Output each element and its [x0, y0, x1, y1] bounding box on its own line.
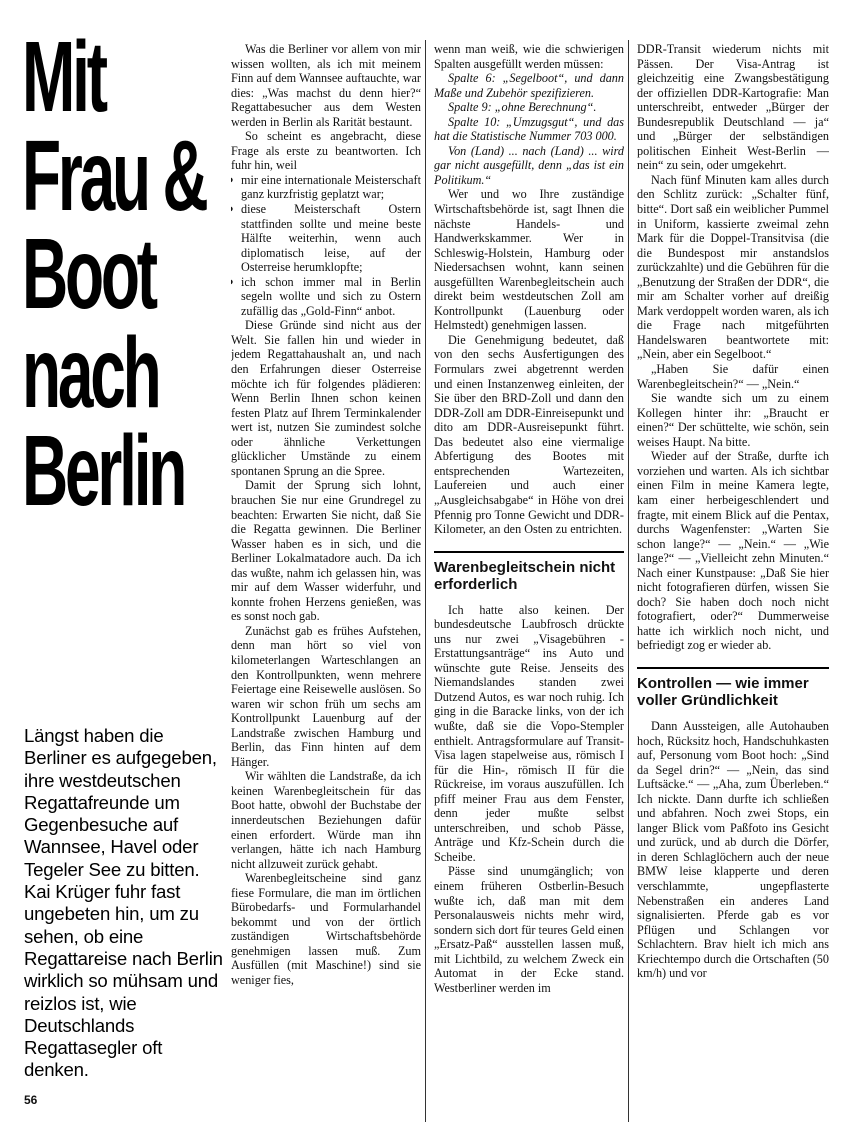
paragraph: Was die Berliner vor allem von mir wissen wollten, als ich mit meinem Finn auf dem Wannsee auftauchte, war dies: „Was machst du denn hier?“ Regattabesucher aus dem Westen werden in Berlin als Rarität bestaunt. — [231, 42, 421, 129]
headline-line: Boot — [22, 218, 155, 330]
column-divider — [425, 40, 426, 1122]
paragraph: Von (Land) ... nach (Land) ... wird gar nicht ausgefüllt, denn „das ist ein Politikum.“ — [434, 143, 624, 187]
article-teaser: Längst haben die Berliner es aufgegeben, ihre westdeutschen Regattafreunde um Gegenbesuche auf Wannsee, Havel oder Tegeler See zu bitten. Kai Krüger fuhr fast ungebeten hin, um zu sehen, ob eine Regattareise nach Berlin wirklich so mühsam und reizlos ist, wie Deutschlands Regattasegler oft denken. — [24, 725, 223, 1081]
paragraph: Warenbegleitscheine sind ganz fiese Formulare, die man im örtlichen Bürobedarfs- und Formularhandel bekommt und von der örtlich zuständigen Wirtschaftsbehörde genehmigen lassen muß. Zum Ausfüllen (mit Maschine!) sind sie weniger fies, — [231, 871, 421, 987]
paragraph: Wer und wo Ihre zuständige Wirtschaftsbehörde ist, sagt Ihnen die nächste Handels- und Handwerkskammer. Wer in Schleswig-Holstein, Hamburg oder Niedersachsen wohnt, kann seinen ausgefüllten Warenbegleitschein auch direkt beim westdeutschen Zoll am Kontrollpunkt (Lauenburg oder Helmstedt) genehmigen lassen. — [434, 187, 624, 333]
paragraph: Dann Aussteigen, alle Autohauben hoch, Rücksitz hoch, Handschuhkasten auf, Personung vom Boot hoch: „Sind da Segel drin?“ — „Nein, das sind Luftsäcke.“ — „Aha, zum Überleben.“ Ich nickte. Dann durfte ich schließen und abfahren. Noch zwei Stops, ein langer Blick vom Paßfoto ins Gesicht und zurück, und ab durch die Dörfer, in deren Schlaglöchern auch der neue BMW leise klapperte und deren verschlammte, ungepflasterte Nebenstraßen ein anderes Land signalisierten. Pferde gab es vor Pflügen und Schlangen vor Schlachtern. Brav hielt ich mich ans Kriechtempo durch die Ortschaften (50 km/h) und vor — [637, 718, 829, 981]
paragraph: Wieder auf der Straße, durfte ich vorziehen und warten. Als ich sichtbar einen Film in meine Kamera legte, kam einer herbeigeschlendert und fragte, mit einem Blick auf die Pentax, durchs Wagenfenster: „Warten Sie schon lange?“ — „Nein.“ — „Wie lange?“ — „Vielleicht zehn Minuten.“ Nach einer Kunstpause: „Daß Sie hier nicht fotografieren dürfen, wissen Sie doch? Sie haben doch noch nicht fotografiert, oder?“ Dummerweise hatte ich wirklich noch nicht, und befriedigt zog er wieder ab. — [637, 449, 829, 653]
list-item: ● mir eine internationale Meisterschaft ganz kurzfristig geplatzt war; — [231, 173, 421, 202]
list-item: ● diese Meisterschaft Ostern stattfinden sollte und meine beste Hälfte weiterhin, wenn auch diplomatisch leise, auf der Osterreise herumklopfte; — [231, 202, 421, 275]
headline-line: nach — [22, 316, 159, 429]
headline-line: Berlin — [22, 415, 185, 527]
page-number: 56 — [24, 1093, 38, 1107]
paragraph: Spalte 10: „Umzugsgut“, und das hat die Statistische Nummer 703 000. — [434, 114, 624, 144]
paragraph: „Haben Sie dafür einen Warenbegleitschein?“ — „Nein.“ — [637, 362, 829, 391]
paragraph: Wir wählten die Landstraße, da ich keinen Warenbegleitschein für das Boot hatte, obwohl der Buchstabe der innerdeutschen Beziehungen dafür einen erfordert. Würde man ihn verlangen, hätte ich nach Hamburg nicht allzuweit zurück gehabt. — [231, 769, 421, 871]
article-headline — [22, 21, 206, 527]
paragraph: Nach fünf Minuten kam alles durch den Schlitz zurück: „Schalter fünf, bitte“. Dort saß ein weiblicher Pummel in Uniform, kassierte zweimal zehn Mark für die Doppel-Transitvisa (die die Bundespost mir anstandslos zurückzahlte) und die Gebühren für die „Benutzung der Straßen der DDR“, die mir am Schalter vorher auf dreißig Mark verdoppelt worden waren, als ich die Frage nach mitgeführten Handelswaren beantwortete mit: „Nein, aber ein Segelboot.“ — [637, 172, 829, 362]
paragraph: Zunächst gab es frühes Aufstehen, denn man hört so viel von kilometerlangen Warteschlangen an den Kontrollpunkten, wenn mehrere Feiertage eine Reisewelle auslösen. So waren wir schon früh um sechs am Kontrollpunkt Lauenburg auf der Landstraße zwischen Hamburg und Berlin, das Finn hinten auf dem Hänger. — [231, 623, 421, 769]
paragraph: So scheint es angebracht, diese Frage als erste zu beantworten. Ich fuhr hin, weil — [231, 129, 421, 173]
text-column-3 — [637, 42, 829, 1122]
paragraph: Die Genehmigung bedeutet, daß von den sechs Ausfertigungen des Formulars zwei abgetrennt werden und einen Instanzenweg einleiten, der Sie über den BRD-Zoll und dann den DDR-Zoll am DDR-Einreisepunkt und dito am DDR-Ausreisepunkt führt. Das bedeutet also eine viermalige Abfertigung des Bootes mit entsprechenden Wartezeiten, Laufereien und auch einer „Ausgleichsabgabe“ in Höhe von drei Pfennig pro Tonne Gewicht und DDR-Kilometer, an den Osten zu entrichten. — [434, 332, 624, 537]
headline-line: Mit — [22, 21, 105, 133]
paragraph: Damit der Sprung sich lohnt, brauchen Sie nur eine Grundregel zu beachten: Erwarten Sie nicht, daß Sie die Regatta gewinnen. Die Berliner Wasser haben es in sich, und die Berliner Lokalmatadore auch. Da ich das wußte, nahm ich gelassen hin, was mir auf dem Wasser widerfuhr, und konnte frohen Herzens genießen, was es sonst noch gab. — [231, 478, 421, 624]
reasons-list — [231, 173, 421, 318]
headline-line: Frau & — [22, 119, 206, 232]
paragraph: Pässe sind unumgänglich; von einem früheren Ostberlin-Besuch wußte ich, daß man mit dem Personalausweis nichts mehr wird, sondern sich dort für teures Geld einen „Ersatz-Paß“ ausstellen lassen muß, mit Lichtbild, zu welchem Zweck ein Automat in der Ecke stand. Westberliner werden im — [434, 864, 624, 995]
paragraph: Ich hatte also keinen. Der bundesdeutsche Laubfrosch drückte uns nur zwei „Visagebühren - Erstattungsanträge“ ins Auto und wünschte gute Reise. Jenseits des Niemandslandes standen zwei Dutzend Autos, es war noch ruhig. Ich ging in die Baracke links, von der ich wußte, daß sie die Vopo-Stempler enthielt. Antragsformulare auf Transit-Visa lagen stapelweise aus, römisch I für die Hin-, römisch II für die Rückreise, im voraus auszufüllen. Ich pfiff meiner Frau aus dem Fenster, denn jeder mußte selbst unterschreiben, und schob Pässe, Anträge und Kfz-Schein durch die Scheibe. — [434, 602, 624, 864]
paragraph: DDR-Transit wiederum nichts mit Pässen. Der Visa-Antrag ist gleichzeitig eine Zwangsbestätigung der offiziellen DDR-Kartografie: Man unterschreibt, entweder „Bürger der Bundesrepublik Deutschland — ja“ und „Bürger der selbständigen politischen Einheit West-Berlin — nein“ zu sein, oder umgekehrt. — [637, 42, 829, 173]
paragraph: wenn man weiß, wie die schwierigen Spalten ausgefüllt werden müssen: — [434, 42, 624, 71]
text-column-2 — [434, 42, 624, 1122]
paragraph: Spalte 9: „ohne Berechnung“. — [448, 100, 597, 115]
section-subhead: Kontrollen — wie immer voller Gründlichkeit — [637, 667, 829, 715]
paragraph: Diese Gründe sind nicht aus der Welt. Sie fallen hin und wieder in jedem Regattahaushalt an, und nach den Erfahrungen dieser Osterreise möchte ich für folgendes plädieren: Wenn Berlin Ihnen schon keinen festen Platz auf Ihrem Terminkalender wert ist, nutzen Sie zumindest solche oder ähnliche Verkettungen glücklicher Umstände zu einem spontanen Sprung an die Spree. — [231, 318, 421, 478]
section-subhead: Warenbegleitschein nicht erforderlich — [434, 551, 624, 599]
text-column-1 — [231, 42, 421, 1122]
paragraph: Spalte 6: „Segelboot“, und dann Maße und Zubehör spezifizieren. — [434, 71, 624, 100]
paragraph: Sie wandte sich um zu einem Kollegen hinter ihr: „Braucht er einen?“ Der schüttelte, wie schön, sein weises Haupt. Na bitte. — [637, 391, 829, 449]
list-item: ● ich schon immer mal in Berlin segeln wollte und sich zu Ostern zufällig das „Gold-Finn“ anbot. — [231, 275, 421, 319]
column-divider — [628, 40, 629, 1122]
